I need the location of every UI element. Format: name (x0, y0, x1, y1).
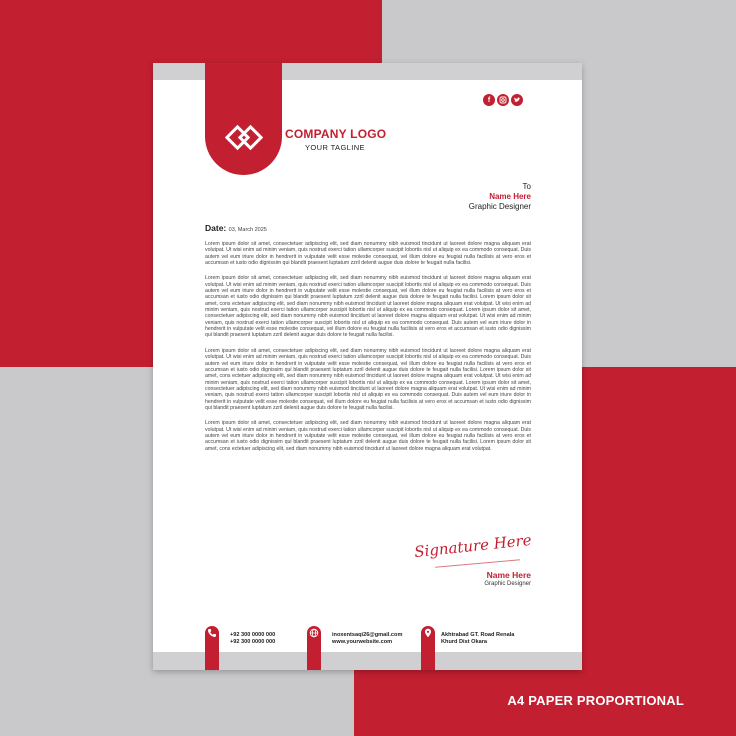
footer-web-pill (307, 626, 321, 670)
diamond-logo-icon (225, 124, 263, 152)
address-line-1: Akhtrabad GT. Road Renala (441, 632, 515, 638)
date-value: 03, March 2025 (228, 227, 267, 233)
footer-address-pill (421, 626, 435, 670)
address-line-2: Khurd Dist Okara (441, 639, 488, 645)
recipient-block (469, 182, 531, 212)
footer-phone-text (230, 632, 275, 646)
phone-number-1: +92 300 0000 000 (230, 632, 276, 638)
location-pin-icon (423, 628, 433, 638)
paper-size-caption: A4 PAPER PROPORTIONAL (507, 693, 684, 708)
signature-script: Signature Here (413, 530, 533, 562)
instagram-icon[interactable] (497, 94, 509, 106)
body-paragraph: Lorem ipsum dolor sit amet, consectetuer adipiscing elit, sed diam nonummy nibh euismod tincidunt ut laoreet dolore magna aliquam erat volutpat. Ut wisi enim ad minim veniam, quis nostrud exerci tation ullamcorper suscipit lobortis nisl ut aliquip ex ea commodo consequat. Duis autem vel eum iriure dolor in hendrerit in vulputate velit esse molestie consequat, vel illum dolore eu feugiat nulla facilisis at vero eros et accumsan et iusto odio dignissim qui blandit praesent luptatum zzril delenit augue duis dolore te feugait nulla facilisi. Lorem ipsum dolor sit amet, cons ectetuer adipiscing elit, sed diam nonummy nibh euismod tincidunt ut laoreet dolore magna aliquam erat volutpat. (205, 420, 531, 452)
recipient-to-label: To (522, 182, 531, 191)
company-logo-text: COMPANY LOGO (285, 127, 387, 141)
facebook-icon[interactable]: f (483, 94, 495, 106)
website-url: www.yourwebsite.com (332, 639, 393, 645)
email-address: inoxentsaqi26@gmail.com (332, 632, 403, 638)
body-paragraph: Lorem ipsum dolor sit amet, consectetuer adipiscing elit, sed diam nonummy nibh euismod tincidunt ut laoreet dolore magna aliquam erat volutpat. Ut wisi enim ad minim veniam, quis nostrud exerci tation ullamcorper suscipit lobortis nisl ut aliquip ex ea commodo consequat. Duis autem vel eum iriure dolor in hendrerit in vulputate velit esse molestie consequat, vel illum dolore eu feugiat nulla facilisis at vero eros et accumsan et iusto odio dignissim qui blandit praesent luptatum zzril delenit augue duis dolore te feugait nulla facilisi. (205, 241, 531, 267)
phone-number-2: +92 300 0000 000 (230, 639, 276, 645)
recipient-title: Graphic Designer (468, 202, 531, 211)
letterhead-paper (153, 63, 582, 670)
globe-icon (309, 628, 319, 638)
footer-phone-pill (205, 626, 219, 670)
body-paragraph: Lorem ipsum dolor sit amet, consectetuer adipiscing elit, sed diam nonummy nibh euismod tincidunt ut laoreet dolore magna aliquam erat volutpat. Ut wisi enim ad minim veniam, quis nostrud exerci tation ullamcorper suscipit lobortis nisl ut aliquip ex ea commodo consequat. Duis autem vel eum iriure dolor in hendrerit in vulputate velit esse molestie consequat, vel illum dolore eu feugiat nulla facilisis at vero eros et accumsan et iusto odio dignissim qui blandit praesent luptatum zzril delenit augue duis dolore te feugait nulla facilisi. Lorem ipsum dolor sit amet, cons ectetuer adipiscing elit, sed diam nonummy nibh euismod tincidunt ut laoreet dolore magna aliquam erat volutpat. Ut wisi enim ad minim veniam, quis nostrud exerci tation ullamcorper suscipit lobortis nisl ut aliquip ex ea commodo consequat. Lorem ipsum dolor sit amet, consectetuer adipiscing elit, sed diam nonummy nibh euismod tincidunt ut laoreet dolore magna aliquam erat volutpat. Ut wisi enim ad minim veniam, quis nostrud exerci tation ullamcorper suscipit lobortis nisl ut aliquip ex ea commodo consequat. Duis autem vel eum iriure dolor in hendrerit in vulputate velit esse molestie consequat, vel illum dolore eu feugiat nulla facilisis at vero eros et accumsan et iusto odio dignissim qui blandit praesent luptatum zzril delenit augue duis dolore te feugait nulla facilisi. (205, 275, 531, 339)
phone-icon (207, 628, 217, 638)
twitter-icon[interactable] (511, 94, 523, 106)
logo-tab (205, 63, 282, 175)
footer-address-text (441, 632, 514, 646)
date-label: Date: (205, 223, 227, 233)
company-tagline: YOUR TAGLINE (305, 143, 365, 152)
signature-title: Graphic Designer (484, 581, 531, 587)
date-row (205, 223, 267, 233)
social-icons (483, 94, 523, 106)
footer-web-text (332, 632, 402, 646)
letter-body (205, 241, 531, 461)
signature-underline (435, 559, 520, 567)
recipient-name: Name Here (489, 192, 531, 201)
signature-name: Name Here (486, 570, 531, 580)
body-paragraph: Lorem ipsum dolor sit amet, consectetuer adipiscing elit, sed diam nonummy nibh euismod tincidunt ut laoreet dolore magna aliquam erat volutpat. Ut wisi enim ad minim veniam, quis nostrud exerci tation ullamcorper suscipit lobortis nisl ut aliquip ex ea commodo consequat. Duis autem vel eum iriure dolor in hendrerit in vulputate velit esse molestie consequat, vel illum dolore eu feugiat nulla facilisis at vero eros et accumsan et iusto odio dignissim qui blandit praesent luptatum zzril delenit augue duis dolore te feugait nulla facilisi. Lorem ipsum dolor sit amet, cons ectetuer adipiscing elit, sed diam nonummy nibh euismod tincidunt ut laoreet dolore magna aliquam erat volutpat. Ut wisi enim ad minim veniam, quis nostrud exerci tation ullamcorper suscipit lobortis nisl ut aliquip ex ea commodo consequat. Lorem ipsum dolor sit amet, consectetuer adipiscing elit, sed diam nonummy nibh euismod tincidunt ut laoreet dolore magna aliquam erat volutpat. Ut wisi enim ad minim veniam, quis nostrud exerci tation ullamcorper suscipit lobortis nisl ut aliquip ex ea commodo consequat. Duis autem vel eum iriure dolor in hendrerit in vulputate velit esse molestie consequat, vel illum dolore eu feugiat nulla facilisis at vero eros et accumsan et iusto odio dignissim qui blandit praesent luptatum zzril delenit augue duis dolore te feugait nulla facilisi. (205, 347, 531, 411)
